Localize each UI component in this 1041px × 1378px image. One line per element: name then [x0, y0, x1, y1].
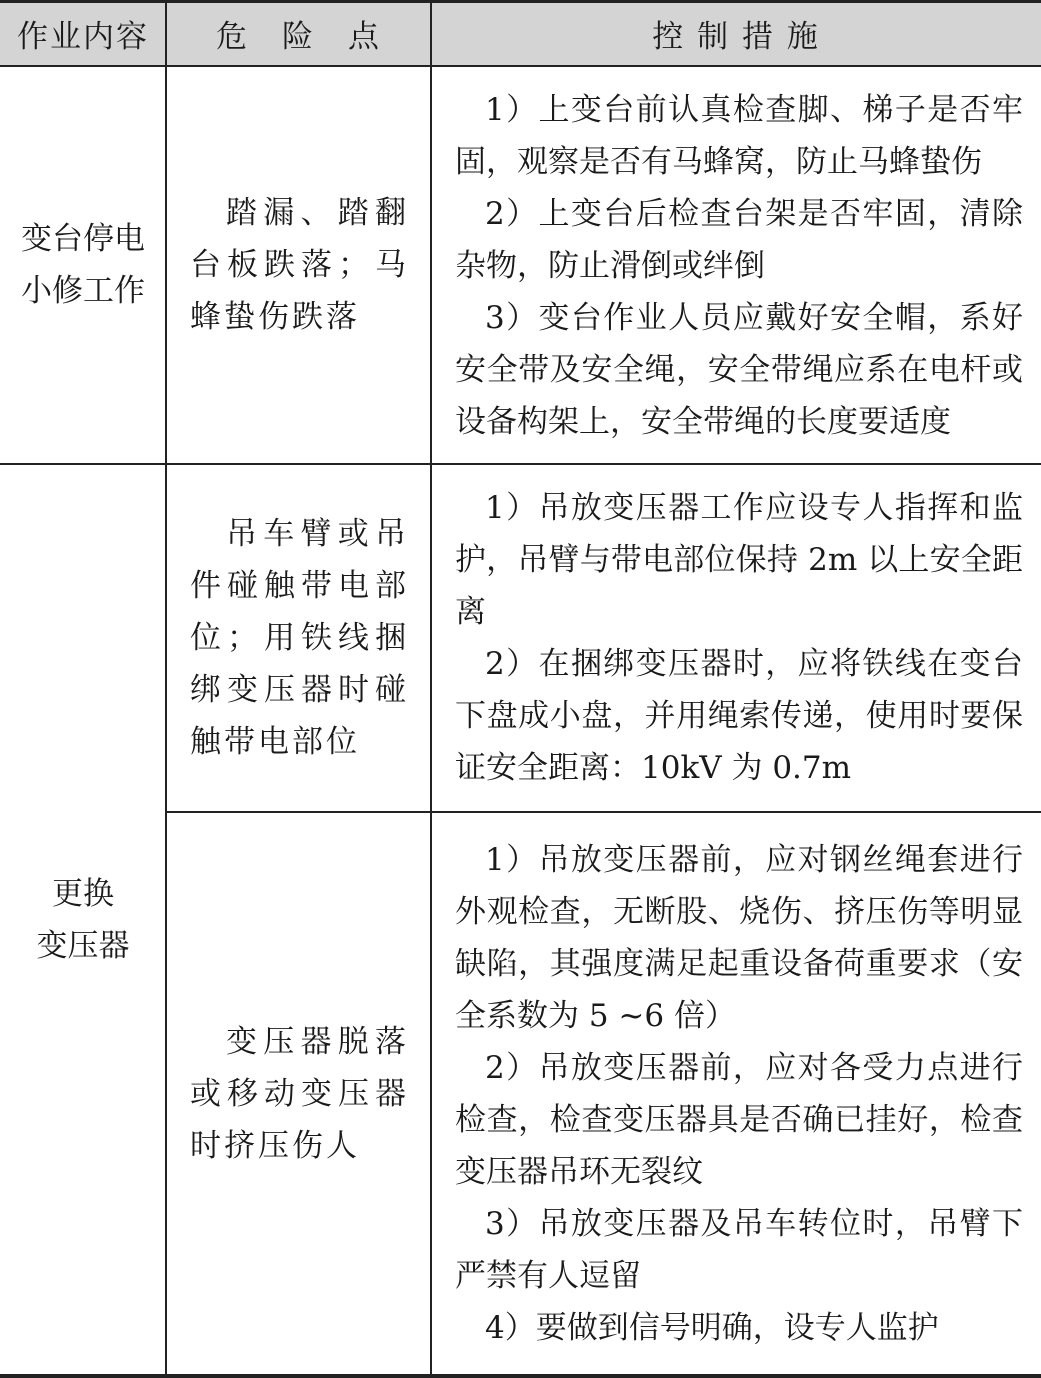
measure-item: 1）上变台前认真检查脚、梯子是否牢固，观察是否有马蜂窝，防止马蜂蛰伤 [455, 92, 1023, 180]
measures-cell [431, 84, 1041, 463]
measure-item: 2）吊放变压器前，应对各受力点进行检查，检查变压器具是否确已挂好，检查变压器吊环无裂纹 [455, 1050, 1023, 1190]
hazard-text: 踏漏、踏翻台板跌落；马蜂蛰伤跌落 [190, 195, 409, 335]
task-line: 变压器 [36, 927, 130, 964]
task-line: 变台停电 [21, 221, 145, 257]
measures-cell [431, 482, 1041, 811]
top-border [0, 0, 1041, 3]
task-line: 小修工作 [21, 273, 145, 309]
measures-cell [431, 834, 1041, 1374]
measure-item: 2）上变台后检查台架是否牢固，清除杂物，防止滑倒或绊倒 [455, 196, 1023, 284]
task-cell [0, 465, 166, 1374]
hazard-text: 变压器脱落或移动变压器时挤压伤人 [190, 1023, 409, 1164]
table-header [0, 0, 1041, 66]
header-hazard: 危 险 点 [216, 18, 381, 55]
hazard-cell [166, 67, 431, 463]
measure-item: 4）要做到信号明确，设专人监护 [485, 1310, 939, 1346]
task-cell [0, 67, 166, 463]
measure-item: 2）在捆绑变压器时，应将铁线在变台下盘成小盘，并用绳索传递，使用时要保证安全距离：10kV 为 0.7m [455, 646, 1023, 786]
measure-item: 1）吊放变压器前，应对钢丝绳套进行外观检查，无断股、烧伤、挤压伤等明显缺陷，其强度满足起重设备荷重要求（安全系数为 5 ~6 倍） [455, 842, 1023, 1034]
hazard-cell [166, 465, 431, 811]
measure-item: 3）变台作业人员应戴好安全帽，系好安全带及安全绳，安全带绳应系在电杆或设备构架上，安全带绳的长度要适度 [455, 300, 1023, 440]
hazard-text: 吊车臂或吊件碰触带电部位；用铁线捆绑变压器时碰触带电部位 [190, 516, 409, 760]
measure-item: 1）吊放变压器工作应设专人指挥和监护，吊臂与带电部位保持 2m 以上安全距离 [455, 490, 1023, 630]
measure-item: 3）吊放变压器及吊车转位时，吊臂下严禁有人逗留 [455, 1206, 1023, 1294]
header-task: 作业内容 [17, 18, 149, 55]
task-line: 更换 [52, 875, 114, 912]
hazard-cell [166, 813, 431, 1374]
header-measures: 控 制 措 施 [652, 18, 820, 55]
bottom-border [0, 1374, 1041, 1378]
